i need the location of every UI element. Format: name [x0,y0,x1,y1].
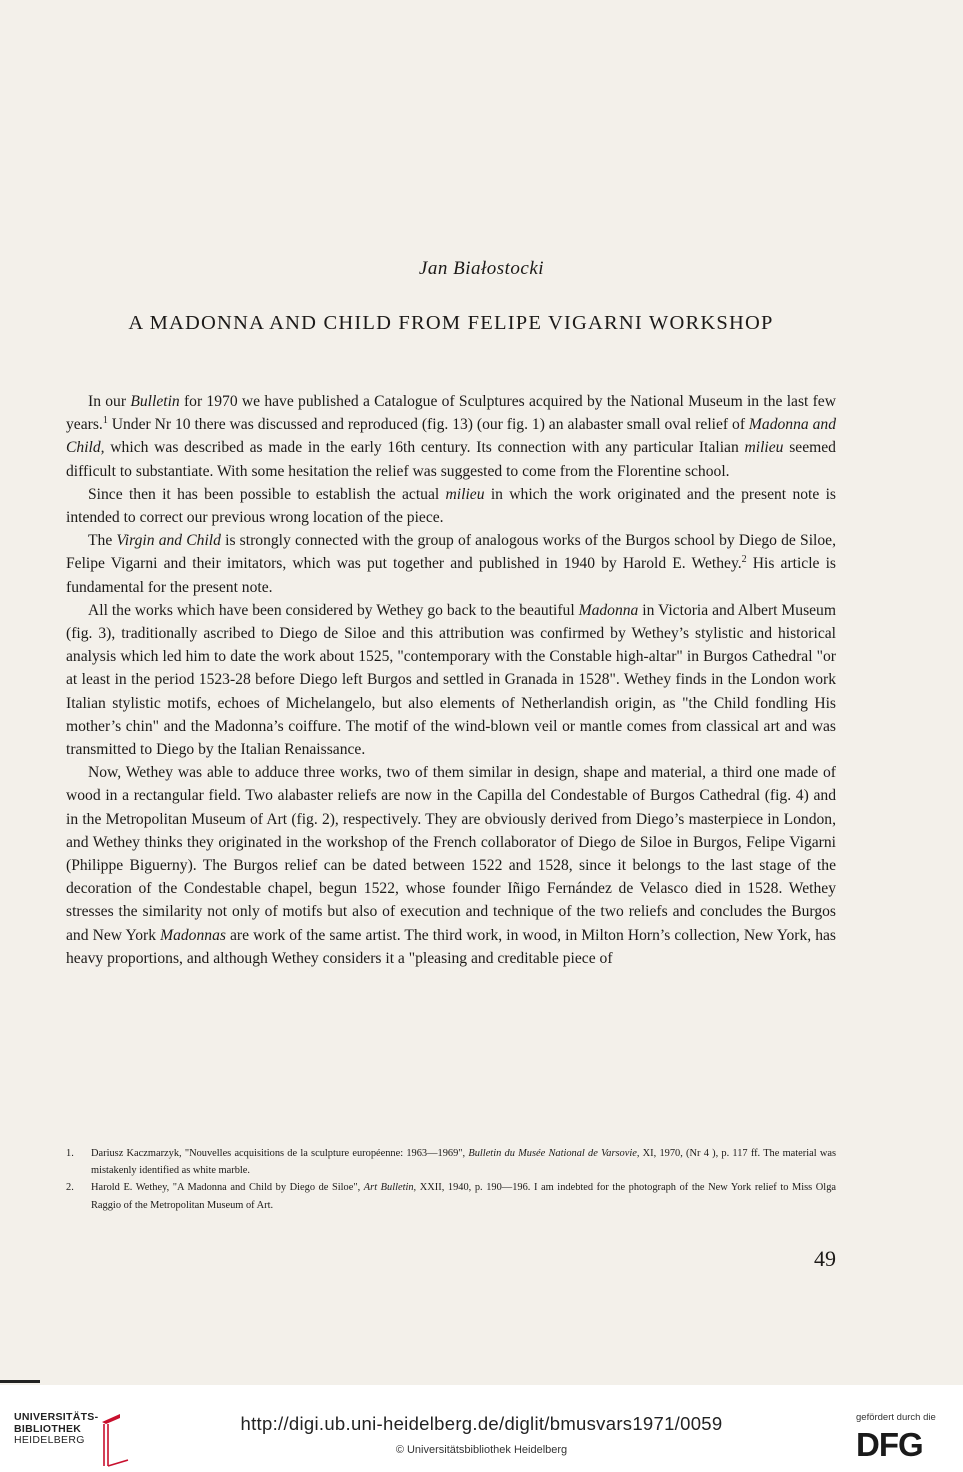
page-edge-mark [0,1380,40,1383]
text-run: XI, 1970, (Nr 4 ), p. 117 ff. The material was mistakenly identified as white marble. [91,1148,836,1177]
article-author: Jan Białostocki [418,258,545,279]
text-run: In our [88,393,131,410]
text-run: Now, Wethey was able to adduce three works, two of them similar in design, shape and material, a third one made of wood in a rectangular field. Two alabaster reliefs are now in the Capilla del Condestable of Burgos Cathedral (fig. 4) and in the Metropolitan Museum of Art (fig. 2), respectively. They are obviously derived from Diego’s masterpiece in London, and Wethey thinks they originated in the workshop of the French collaborator of Diego de Siloe in Burgos, Felipe Vigarni (Philippe Biguerny). The Burgos relief can be dated between 1522 and 1528, since it belongs to the last stage of the decoration of the Condestable chapel, begun 1522, whose founder Iñigo Fernández de Velasco died in 1528. Wethey stresses the similarity not only of motifs but also of execution and technique of the two reliefs and concludes the Burgos and New York [66,764,836,944]
footnote [66,1179,836,1213]
paragraph [66,761,836,970]
text-run: Harold E. Wethey, "A Madonna and Child by Diego de Siloe", [91,1182,364,1194]
paragraph [66,529,836,599]
text-run: All the works which have been considered by Wethey go back to the beautiful [88,601,579,619]
footnote-number: 2. [66,1182,74,1194]
ub-logo-line3: HEIDELBERG [14,1434,85,1446]
article-title: A MADONNA AND CHILD FROM FELIPE VIGARNI WORKSHOP [128,312,774,334]
permalink-link[interactable]: http://digi.ub.uni-heidelberg.de/diglit/bmusvars1971/0059 [240,1413,723,1434]
text-run: is strongly connected with the group of analogous works of the Burgos school by Diego de Siloe, Felipe Vigarni and their imitators, which was put together and published in 1940 by Harold E. Wethey. [66,532,836,573]
ub-logo-line1: UNIVERSITÄTS- [14,1411,99,1423]
italic-text: milieu [445,485,485,503]
footnote-number: 1. [66,1148,74,1159]
text-run: are work of the same artist. The third work, in wood, in Milton Horn’s collection, New York, has heavy proportions, and although Wethey considers it a "pleasing and creditable piece of [66,926,837,967]
italic-text: Bulletin [130,393,180,410]
text-run: in Victoria and Albert Museum (fig. 3), traditionally ascribed to Diego de Siloe and this attribution was confirmed by Wethey’s stylistic and historical analysis which led him to date the work about 1525, "contemporary with the Constable high-altar" in Burgos Cathedral "or at least in the period 1523-28 before Diego left Burgos and settled in Granada in 1528". Wethey finds in the London work Italian stylistic motifs, echoes of Michelangelo, but also elements of Netherlandish origin, as "the Child fondling His mother’s chin" and the Madonna’s coiffure. The motif of the wind-blown veil or mantle comes from classical art and was transmitted to Diego by the Italian Renaissance. [66,601,836,759]
italic-text: Madonnas [160,926,226,944]
page-number: 49 [814,1246,836,1271]
text-run: which was described as made in the early 16th century. Its connection with any particular Italian [104,439,745,457]
paragraph [66,390,836,483]
footnotes [66,1145,836,1214]
paragraph [66,599,836,761]
italic-text: Madonna [578,601,639,619]
text-run: The [88,532,117,550]
ub-logo-line2: BIBLIOTHEK [14,1422,82,1435]
text-run: for 1970 we have published a Catalogue of Sculptures acquired by the National Museum in the last few years. [66,393,836,434]
footer-url[interactable] [0,1413,963,1435]
dfg-logo[interactable]: DFG [856,1426,923,1463]
text-run: Under Nr 10 there was discussed and reproduced (fig. 13) (our fig. 1) an alabaster small oval relief of [107,416,749,434]
text-run: in which the work originated and the present note is intended to correct our previous wrong location of the piece. [66,485,836,527]
text-run: His article is fundamental for the present note. [66,555,836,596]
footer-copyright: © Universitätsbibliothek Heidelberg [395,1444,568,1456]
italic-text: milieu [744,439,784,457]
italic-text: Madonna and Child, [66,416,836,457]
paragraph [66,483,836,529]
footnote-ref: 1 [102,415,108,427]
text-run: seemed difficult to substantiate. With some hesitation the relief was suggested to come from the Florentine school. [66,439,836,480]
text-run: Since then it has been possible to establish the actual [88,485,446,503]
funding-caption: gefördert durch die [856,1412,936,1423]
footnote-ref: 2 [741,554,747,566]
italic-text: Virgin and Child [116,532,221,550]
footnote [66,1145,836,1179]
italic-text: Bulletin du Musée National de Varsovie, [468,1148,640,1159]
text-run: XXII, 1940, p. 190—196. I am indebted for the photograph of the New York relief to Miss Olga Raggio of the Metropolitan Museum of Art. [91,1182,837,1211]
article-body [66,390,836,970]
text-run: Dariusz Kaczmarzyk, "Nouvelles acquisitions de la sculpture européenne: 1963—1969", [91,1148,469,1159]
italic-text: Art Bulletin, [363,1182,417,1194]
